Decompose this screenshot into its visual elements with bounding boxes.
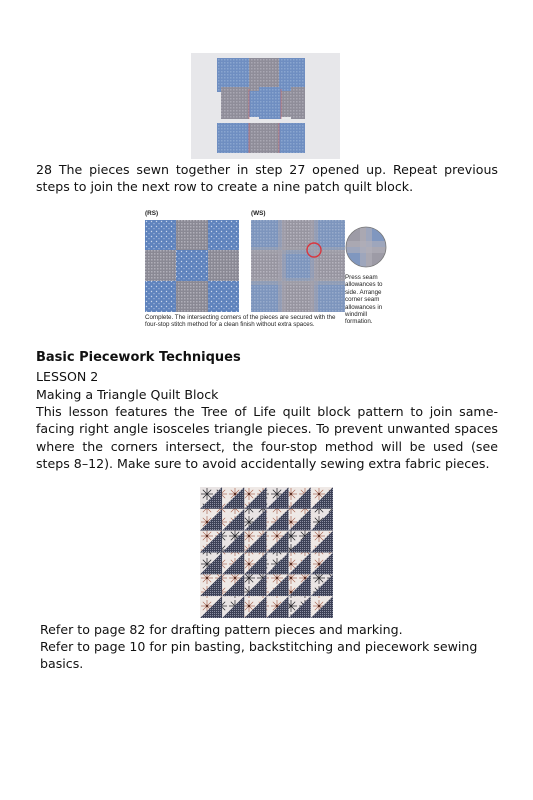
section-heading: Basic Piecework Techniques — [36, 350, 241, 365]
side-note-seam: Press seam allowances to side. Arrange corner seam allowances in windmill formation. — [345, 274, 383, 326]
sewn-rows-illustration — [191, 53, 340, 159]
nine-patch-wrong-side — [251, 220, 345, 312]
seam-closeup — [345, 226, 387, 268]
complete-caption: Complete. The intersecting corners of the pieces are secured with the four-stop stitch method for a clean finish without extra spaces. — [145, 314, 336, 329]
step-28-caption: 28 The pieces sewn together in step 27 opened up. Repeat previous steps to join the next row to create a nine patch quilt block. — [36, 162, 498, 195]
lesson-paragraph: This lesson features the Tree of Life quilt block pattern to join same-facing right angle isosceles triangle pieces. To prevent unwanted spaces where the corners intersect, the four-stop method will be used (see steps 8–12). Make sure to avoid accidentally sewing extra fabric pieces. — [36, 404, 498, 472]
reference-drafting: Refer to page 82 for drafting pattern pieces and marking. — [40, 622, 403, 637]
reference-basting: Refer to page 10 for pin basting, backstitching and piecework sewing basics. — [40, 639, 478, 672]
triangle-grid — [200, 487, 333, 618]
lesson-number: LESSON 2 — [36, 369, 99, 384]
nine-patch-figure — [143, 206, 398, 340]
tree-of-life-photo — [200, 487, 333, 618]
lesson-title: Making a Triangle Quilt Block — [36, 387, 219, 402]
label-wrong-side: (WS) — [251, 210, 266, 217]
tree-of-life-block — [200, 487, 333, 618]
label-right-side: (RS) — [145, 210, 159, 217]
nine-patch-right-side — [145, 220, 239, 312]
photo-sewn-rows — [191, 53, 340, 159]
